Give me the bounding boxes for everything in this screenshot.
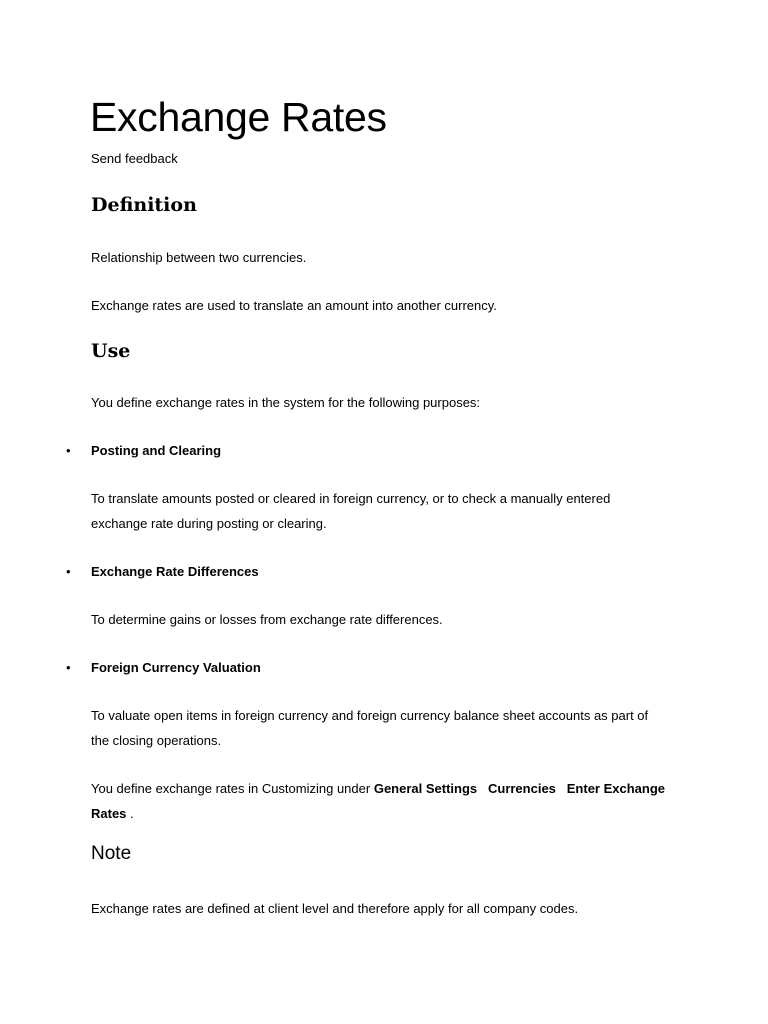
bullet-label-posting-clearing: Posting and Clearing bbox=[91, 443, 222, 458]
note-paragraph: Exchange rates are defined at client level and therefore apply for all company codes. bbox=[91, 901, 579, 916]
send-feedback-link[interactable]: Send feedback bbox=[91, 151, 178, 166]
customizing-suffix: . bbox=[130, 806, 134, 821]
bullet-text-foreign-currency-valuation: To valuate open items in foreign currency and foreign currency balance sheet accounts as part of the closing operations. bbox=[91, 708, 649, 748]
definition-paragraph-1: Relationship between two currencies. bbox=[91, 250, 307, 265]
bullet-icon: • bbox=[66, 564, 71, 579]
bullet-text-exchange-rate-differences: To determine gains or losses from exchange rate differences. bbox=[91, 612, 443, 627]
menu-path-enter-exchange-rates: Enter Exchange Rates bbox=[91, 781, 666, 821]
customizing-paragraph bbox=[91, 776, 691, 826]
customizing-prefix: You define exchange rates in Customizing under bbox=[91, 781, 371, 796]
note-heading: Note bbox=[91, 843, 132, 864]
use-heading: Use bbox=[91, 340, 131, 362]
menu-path-currencies: Currencies bbox=[487, 781, 556, 796]
bullet-label-foreign-currency-valuation: Foreign Currency Valuation bbox=[91, 660, 261, 675]
definition-heading: Definition bbox=[91, 194, 197, 216]
page-title: Exchange Rates bbox=[90, 94, 387, 140]
bullet-icon: • bbox=[66, 660, 71, 675]
use-intro-paragraph: You define exchange rates in the system for the following purposes: bbox=[91, 395, 481, 410]
bullet-label-exchange-rate-differences: Exchange Rate Differences bbox=[91, 564, 259, 579]
menu-path-general-settings: General Settings bbox=[373, 781, 478, 796]
bullet-icon: • bbox=[66, 443, 71, 458]
definition-paragraph-2: Exchange rates are used to translate an amount into another currency. bbox=[91, 298, 497, 313]
bullet-text-posting-clearing: To translate amounts posted or cleared in foreign currency, or to check a manually entered exchange rate during posting or clearing. bbox=[91, 491, 611, 531]
